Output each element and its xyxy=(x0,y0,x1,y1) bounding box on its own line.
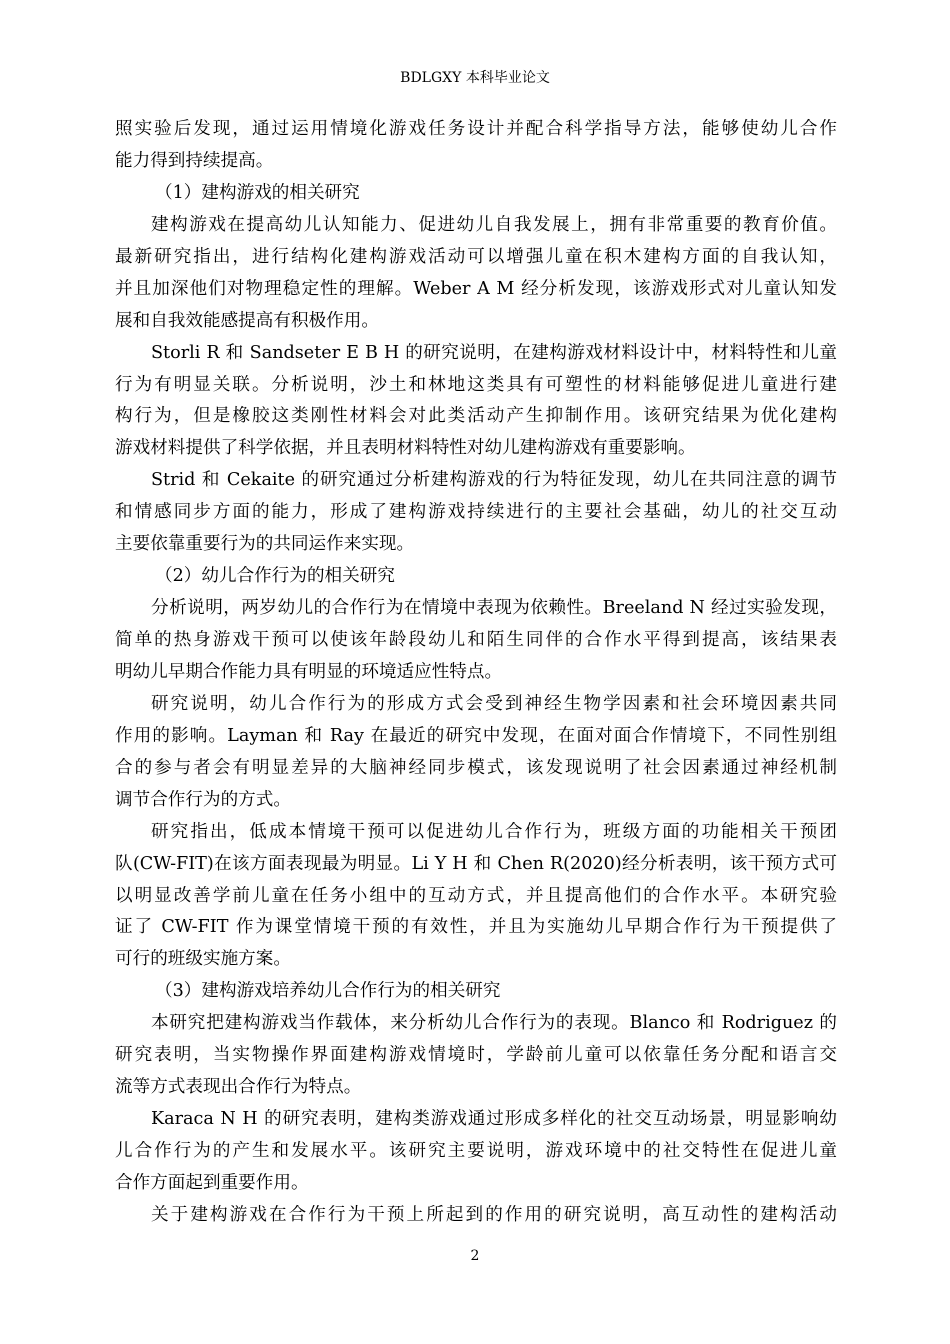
section-heading: （1）建构游戏的相关研究 xyxy=(155,182,360,203)
text-line: 行为有明显关联。分析说明，沙土和林地这类具有可塑性的材料能够促进儿童进行建 xyxy=(115,374,837,395)
text-line: 合作方面起到重要作用。 xyxy=(115,1172,309,1193)
text-line: 和情感同步方面的能力，形成了建构游戏持续进行的主要社会基础，幼儿的社交互动 xyxy=(115,502,837,523)
text-line: 能力得到持续提高。 xyxy=(115,150,274,171)
text-line: Karaca N H 的研究表明，建构类游戏通过形成多样化的社交互动场景，明显影响幼 xyxy=(151,1109,837,1130)
text-line: 研究说明，幼儿合作行为的形成方式会受到神经生物学因素和社会环境因素共同 xyxy=(151,693,837,714)
text-line: 儿合作行为的产生和发展水平。该研究主要说明，游戏环境中的社交特性在促进儿童 xyxy=(115,1141,837,1161)
text-line: 流等方式表现出合作行为特点。 xyxy=(115,1077,362,1098)
text-line: 分析说明，两岁幼儿的合作行为在情境中表现为依赖性。Breeland N 经过实验发现， xyxy=(151,598,837,619)
text-line: 照实验后发现，通过运用情境化游戏任务设计并配合科学指导方法，能够使幼儿合作 xyxy=(115,119,837,139)
text-line: 展和自我效能感提高有积极作用。 xyxy=(115,310,379,331)
text-line: 研究指出，低成本情境干预可以促进幼儿合作行为，班级方面的功能相关干预团 xyxy=(151,821,837,842)
text-line: 证了 CW-FIT 作为课堂情境干预的有效性，并且为实施幼儿早期合作行为干预提供了 xyxy=(115,917,837,938)
text-line: 研究表明，当实物操作界面建构游戏情境时，学龄前儿童可以依靠任务分配和语言交 xyxy=(115,1045,837,1066)
text-line: 明幼儿早期合作能力具有明显的环境适应性特点。 xyxy=(115,661,503,682)
page-number: 2 xyxy=(470,1248,480,1264)
page-header: BDLGXY 本科毕业论文 xyxy=(400,70,550,86)
text-line: Storli R 和 Sandseter E B H 的研究说明，在建构游戏材料设计中，材料特性和儿童 xyxy=(151,342,837,363)
text-line: Strid 和 Cekaite 的研究通过分析建构游戏的行为特征发现，幼儿在共同注意的调节 xyxy=(151,470,837,491)
text-line: 简单的热身游戏干预可以使该年龄段幼儿和陌生同伴的合作水平得到提高，该结果表 xyxy=(115,630,837,650)
text-line: 最新研究指出，进行结构化建构游戏活动可以增强儿童在积木建构方面的自我认知， xyxy=(115,246,837,267)
text-line: 主要依靠重要行为的共同运作来实现。 xyxy=(115,534,415,555)
text-line: 以明显改善学前儿童在任务小组中的互动方式，并且提高他们的合作水平。本研究验 xyxy=(115,885,837,906)
text-line: 合的参与者会有明显差异的大脑神经同步模式，该发现说明了社会因素通过神经机制 xyxy=(115,757,837,778)
section-heading: （2）幼儿合作行为的相关研究 xyxy=(155,566,395,587)
text-line: 关于建构游戏在合作行为干预上所起到的作用的研究说明，高互动性的建构活动 xyxy=(151,1204,837,1225)
body-text xyxy=(115,114,837,1232)
text-line: 可行的班级实施方案。 xyxy=(115,949,291,970)
text-line: 作用的影响。Layman 和 Ray 在最近的研究中发现，在面对面合作情境下，不同性别组 xyxy=(115,725,837,746)
text-line: 构行为，但是橡胶这类刚性材料会对此类活动产生抑制作用。该研究结果为优化建构 xyxy=(115,406,837,427)
text-line: 并且加深他们对物理稳定性的理解。Weber A M 经分析发现，该游戏形式对儿童认知发 xyxy=(115,278,837,299)
text-line: 游戏材料提供了科学依据，并且表明材料特性对幼儿建构游戏有重要影响。 xyxy=(115,438,696,459)
text-line: 队(CW-FIT)在该方面表现最为明显。Li Y H 和 Chen R(2020)经分析表明，该干预方式可 xyxy=(115,853,837,874)
text-line: 本研究把建构游戏当作载体，来分析幼儿合作行为的表现。Blanco 和 Rodriguez 的 xyxy=(151,1013,837,1034)
text-line: 调节合作行为的方式。 xyxy=(115,789,291,810)
section-heading: （3）建构游戏培养幼儿合作行为的相关研究 xyxy=(155,981,501,1002)
text-line: 建构游戏在提高幼儿认知能力、促进幼儿自我发展上，拥有非常重要的教育价值。 xyxy=(151,214,837,235)
